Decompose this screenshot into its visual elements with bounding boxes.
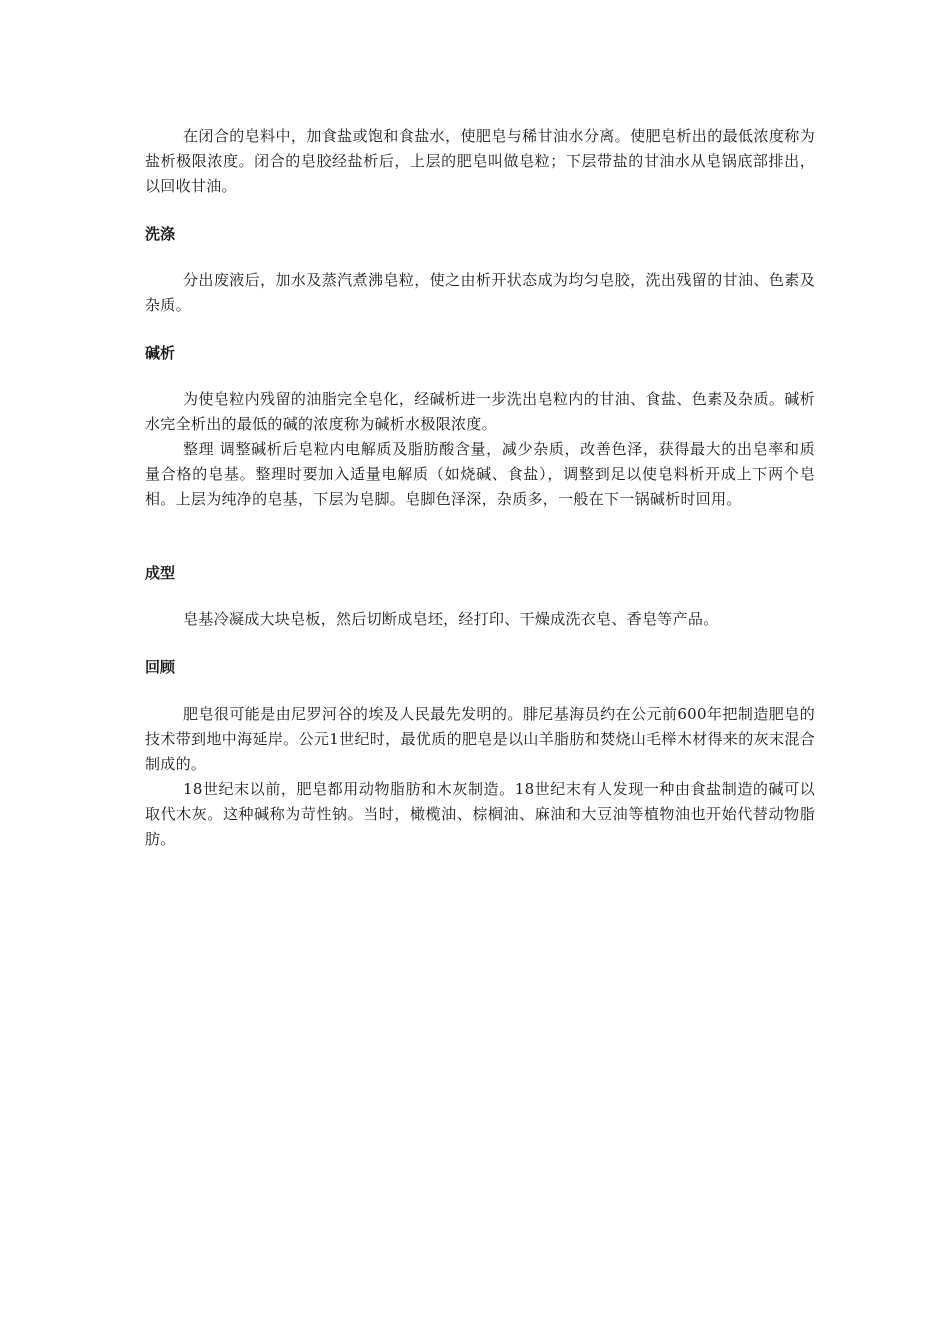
- washing-section: [145, 224, 815, 244]
- paragraph: 为使皂粒内残留的油脂完全皂化，经碱析进一步洗出皂粒内的甘油、食盐、色素及杂质。碱析水完全析出的最低的碱的浓度称为碱析水极限浓度。: [145, 390, 815, 433]
- paragraph: 18世纪末以前，肥皂都用动物脂肪和木灰制造。18世纪末有人发现一种由食盐制造的碱可以取代木灰。这种碱称为苛性钠。当时，橄榄油、棕榈油、麻油和大豆油等植物油也开始代替动物脂肪。: [145, 780, 815, 848]
- section-heading: 成型: [145, 564, 176, 582]
- paragraph: 肥皂很可能是由尼罗河谷的埃及人民最先发明的。腓尼基海员约在公元前600年把制造肥皂的技术带到地中海延岸。公元1世纪时，最优质的肥皂是以山羊脂肪和焚烧山毛榉木材得来的灰末混合制成的。: [145, 705, 815, 773]
- review-section: [145, 657, 815, 677]
- paragraph: 整理 调整碱析后皂粒内电解质及脂肪酸含量，减少杂质，改善色泽，获得最大的出皂率和质量合格的皂基。整理时要加入适量电解质（如烧碱、食盐），调整到足以使皂料析开成上下两个皂相。上层为纯净的皂基，下层为皂脚。皂脚色泽深，杂质多，一般在下一锅碱析时回用。: [145, 440, 815, 508]
- paragraph: 皂基冷凝成大块皂板，然后切断成皂坯，经打印、干燥成洗衣皂、香皂等产品。: [183, 610, 719, 628]
- forming-body: [145, 607, 815, 632]
- paragraph: 在闭合的皂料中，加食盐或饱和食盐水，使肥皂与稀甘油水分离。使肥皂析出的最低浓度称为盐析极限浓度。闭合的皂胶经盐析后，上层的肥皂叫做皂粒；下层带盐的甘油水从皂锅底部排出，以回收甘油。: [145, 127, 815, 195]
- section-heading: 洗涤: [145, 225, 176, 243]
- washing-body: [145, 268, 815, 318]
- section-heading: 回顾: [145, 658, 176, 676]
- review-body: [145, 702, 815, 852]
- alkali-section: [145, 343, 815, 363]
- alkali-body: [145, 387, 815, 512]
- salting-section: [145, 124, 815, 199]
- section-heading: 碱析: [145, 344, 176, 362]
- forming-section: [145, 563, 815, 583]
- paragraph: 分出废液后，加水及蒸汽煮沸皂粒，使之由析开状态成为均匀皂胶，洗出残留的甘油、色素及杂质。: [145, 271, 815, 314]
